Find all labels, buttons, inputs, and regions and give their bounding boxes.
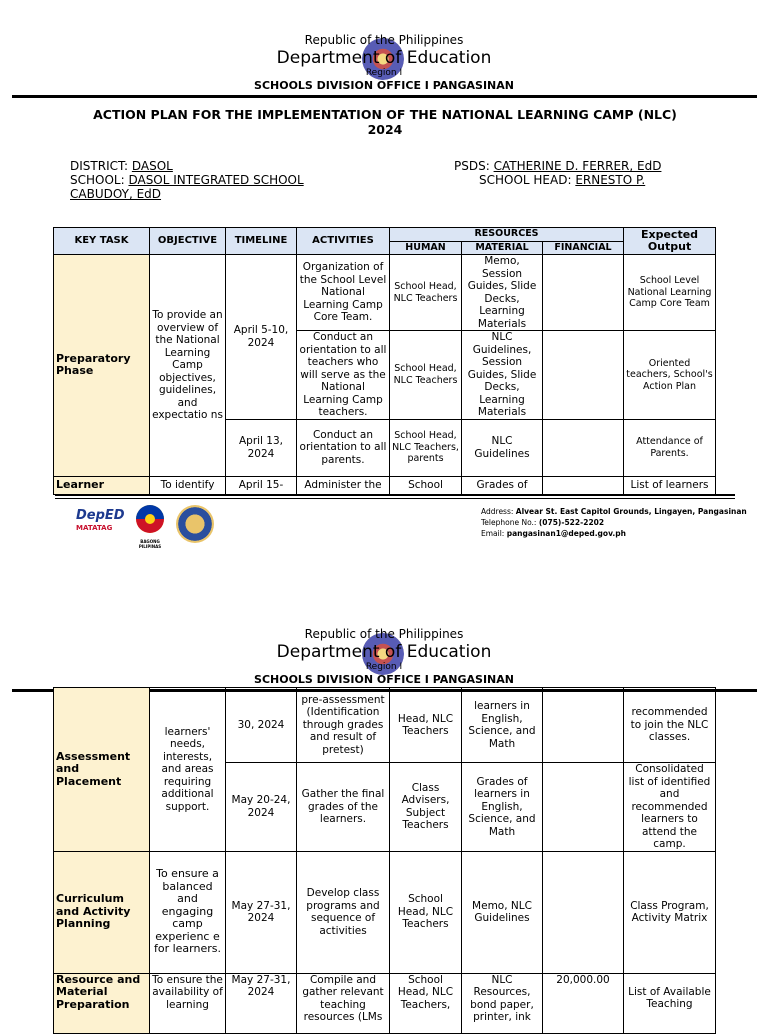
psds-info (454, 159, 661, 187)
col-financial: FINANCIAL (543, 241, 624, 255)
footer-divider (55, 494, 735, 496)
deped-wordmark: DepED (76, 508, 125, 523)
bagong-pilipinas-icon (130, 503, 170, 535)
financial-cell: 20,000.00 (543, 973, 624, 1033)
activity-cell: Conduct an orientation to all parents. (297, 419, 390, 476)
activity-cell: Conduct an orientation to all teachers who will serve as the National Learning Camp teachers. (297, 331, 390, 420)
email-label: Email: (481, 529, 507, 538)
output-cell: Consolidated list of identified and recommended learners to attend the camp. (624, 763, 716, 852)
contact-info (481, 506, 747, 539)
financial-cell (543, 331, 624, 420)
col-timeline: TIMELINE (226, 228, 297, 255)
human-cell: School (390, 476, 462, 494)
table-row (54, 973, 716, 1033)
republic-text: Republic of the Philippines (304, 627, 464, 641)
objective-cell: To ensure the availability of learning (150, 973, 226, 1033)
col-human: HUMAN (390, 241, 462, 255)
plan-title (60, 107, 710, 137)
plan-title-line2: 2024 (367, 122, 403, 137)
table-row (54, 851, 716, 973)
material-cell: Memo, Session Guides, Slide Decks, Learning Materials (462, 255, 543, 331)
key-task-cell: Resource and Material Preparation (54, 973, 150, 1033)
table-row (54, 476, 716, 494)
header-divider (12, 95, 757, 98)
financial-cell (543, 255, 624, 331)
col-objective: OBJECTIVE (150, 228, 226, 255)
human-cell: School Head, NLC Teachers (390, 255, 462, 331)
activity-cell: Compile and gather relevant teaching resources (LMs (297, 973, 390, 1033)
address-value: Alvear St. East Capitol Grounds, Lingayen, Pangasinan (515, 507, 747, 516)
deped-matatag-logo (76, 508, 124, 542)
timeline-cell: April 5-10, 2024 (226, 255, 297, 420)
action-plan-table-page2 (53, 687, 716, 1034)
table-row (54, 255, 716, 331)
objective-cell: To provide an overview of the National Learning Camp objectives, guidelines, and expectatio ns (150, 255, 226, 477)
human-cell: School Head, NLC Teachers, (390, 973, 462, 1033)
activity-cell: Gather the final grades of the learners. (297, 763, 390, 852)
material-cell: Grades of learners in English, Science, and Math (462, 763, 543, 852)
financial-cell (543, 419, 624, 476)
objective-cell: To ensure a balanced and engaging camp experienc e for learners. (150, 851, 226, 973)
school-head-label: SCHOOL HEAD: (479, 173, 576, 187)
output-cell: School Level National Learning Camp Core Team (624, 255, 716, 331)
output-cell: List of learners (624, 476, 716, 494)
output-cell: Attendance of Parents. (624, 419, 716, 476)
timeline-cell: April 15- (226, 476, 297, 494)
district-label: DISTRICT: (70, 159, 132, 173)
timeline-cell: May 27-31, 2024 (226, 973, 297, 1033)
output-cell: List of Available Teaching (624, 973, 716, 1033)
output-cell: Class Program, Activity Matrix (624, 851, 716, 973)
footer-divider-thin (55, 498, 735, 499)
district-value: DASOL (131, 159, 173, 173)
timeline-cell: 30, 2024 (226, 688, 297, 763)
col-key-task: KEY TASK (54, 228, 150, 255)
telephone-label: Telephone No.: (481, 518, 539, 527)
material-cell: NLC Guidelines (462, 419, 543, 476)
activity-cell: Administer the (297, 476, 390, 494)
psds-value: CATHERINE D. FERRER, EdD (493, 159, 662, 173)
division-seal-icon (176, 505, 214, 543)
material-cell: learners in English, Science, and Math (462, 688, 543, 763)
department-text: Department of Education (276, 642, 492, 662)
bagong-wordmark: BAGONG PILIPINAS (138, 539, 162, 549)
financial-cell (543, 763, 624, 852)
region-text: Region I (365, 68, 403, 78)
school-label: SCHOOL: (70, 173, 129, 187)
action-plan-table-page1 (53, 227, 716, 495)
timeline-cell: May 27-31, 2024 (226, 851, 297, 973)
financial-cell (543, 476, 624, 494)
col-resources: RESOURCES (390, 228, 624, 242)
objective-cell: To identify (150, 476, 226, 494)
output-cell: recommended to join the NLC classes. (624, 688, 716, 763)
school-head-value-cont: CABUDOY, EdD (70, 187, 162, 201)
key-task-cell: Learner (54, 476, 150, 494)
division-text: SCHOOLS DIVISION OFFICE I PANGASINAN (254, 79, 514, 92)
table-row (54, 688, 716, 763)
department-text: Department of Education (276, 48, 492, 68)
address-label: Address: (481, 507, 516, 516)
plan-title-line1: ACTION PLAN FOR THE IMPLEMENTATION OF THE NATIONAL LEARNING CAMP (NLC) (93, 107, 677, 122)
timeline-cell: May 20-24, 2024 (226, 763, 297, 852)
financial-cell (543, 688, 624, 763)
school-value: DASOL INTEGRATED SCHOOL (128, 173, 304, 187)
material-cell: NLC Guidelines, Session Guides, Slide Decks, Learning Materials (462, 331, 543, 420)
financial-cell (543, 851, 624, 973)
material-cell: NLC Resources, bond paper, printer, ink (462, 973, 543, 1033)
timeline-cell: April 13, 2024 (226, 419, 297, 476)
human-cell: School Head, NLC Teachers (390, 851, 462, 973)
email-value: pangasinan1@deped.gov.ph (506, 529, 626, 538)
psds-label: PSDS: (454, 159, 494, 173)
human-cell: Class Advisers, Subject Teachers (390, 763, 462, 852)
material-cell: Grades of (462, 476, 543, 494)
republic-text: Republic of the Philippines (304, 33, 464, 47)
matatag-wordmark: MATATAG (76, 524, 113, 532)
human-cell: School Head, NLC Teachers, parents (390, 419, 462, 476)
col-activities: ACTIVITIES (297, 228, 390, 255)
material-cell: Memo, NLC Guidelines (462, 851, 543, 973)
bagong-pilipinas-logo (130, 503, 170, 549)
division-text: SCHOOLS DIVISION OFFICE I PANGASINAN (254, 673, 514, 686)
col-material: MATERIAL (462, 241, 543, 255)
objective-cell: learners' needs, interests, and areas requiring additional support. (150, 688, 226, 852)
human-cell: School Head, NLC Teachers (390, 331, 462, 420)
key-task-cell: Curriculum and Activity Planning (54, 851, 150, 973)
key-task-cell: Assessment and Placement (54, 688, 150, 852)
region-text: Region I (365, 662, 403, 672)
telephone-value: (075)-522-2202 (538, 518, 605, 527)
col-expected-output: Expected Output (624, 228, 716, 255)
key-task-cell: Preparatory Phase (54, 255, 150, 477)
activity-cell: Develop class programs and sequence of activities (297, 851, 390, 973)
activity-cell: pre-assessment (Identification through grades and result of pretest) (297, 688, 390, 763)
school-head-value: ERNESTO P. (575, 173, 646, 187)
output-cell: Oriented teachers, School's Action Plan (624, 331, 716, 420)
activity-cell: Organization of the School Level National Learning Camp Core Team. (297, 255, 390, 331)
human-cell: Head, NLC Teachers (390, 688, 462, 763)
school-info (70, 159, 304, 201)
